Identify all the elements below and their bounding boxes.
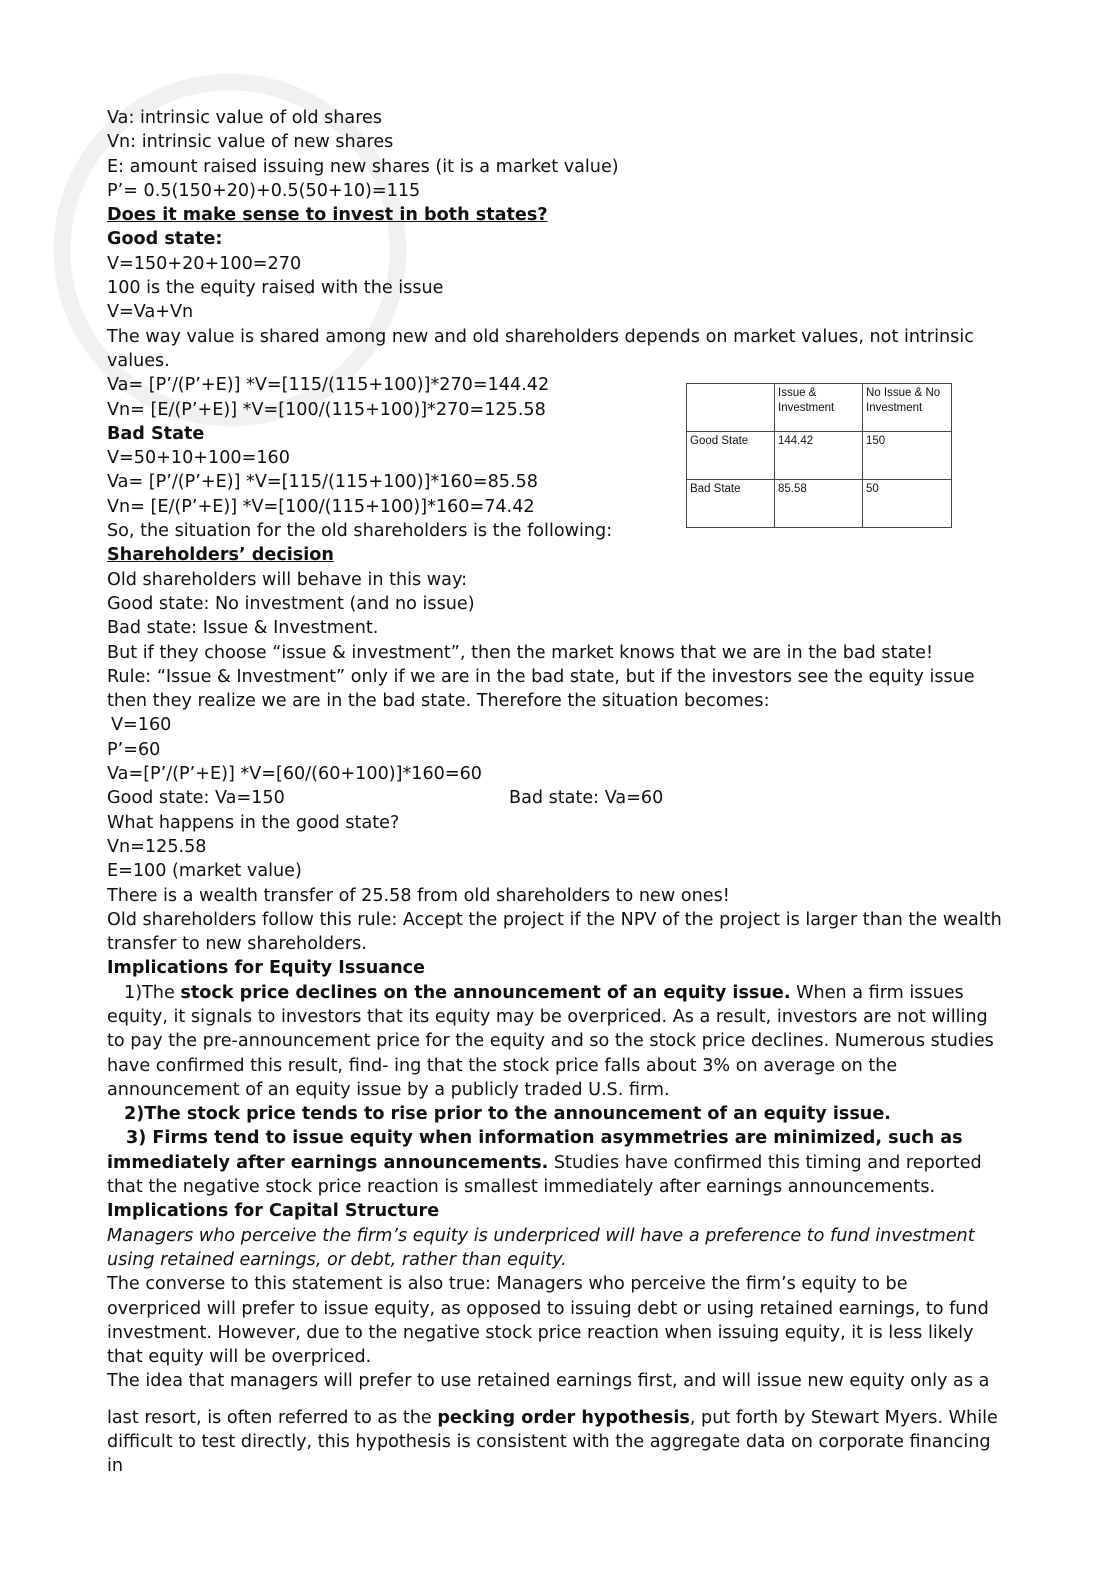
text-market-knows: But if they choose “issue & investment”, then the market knows that we are in the bad state! [107, 642, 934, 663]
section-heading-shareholders-decision: Shareholders’ decision [107, 545, 334, 566]
implication-1-number: 1)The [124, 982, 181, 1003]
table-cell: 144.42 [775, 432, 863, 480]
row-state-values [107, 786, 1007, 810]
text-situation-old: So, the situation for the old shareholders is the following: [107, 521, 613, 542]
subheading-good-state: Good state: [107, 229, 223, 250]
formula-va-60: Va=[P’/(P’+E)] *V=[60/(60+100)]*160=60 [107, 764, 482, 785]
implication-1-text: When a firm issues equity, it signals to investors that its equity may be overpriced. As a result, investors are not willing to pay the pre-announcement price for the equity and so the stock price declines. Numerous studies have confirmed this result, find- ing that the stock price falls about 3% on average on the announcement of an equity issue by a publicly traded U.S. firm. [107, 982, 994, 1100]
text-old-behave: Old shareholders will behave in this way: [107, 569, 468, 590]
section-heading-capital-structure: Implications for Capital Structure [107, 1201, 440, 1222]
text-managers-underpriced: Managers who perceive the firm’s equity is underpriced will have a preference to fund investment using retained earnings, or debt, rather than equity. [107, 1225, 975, 1270]
formula-v-bad: V=50+10+100=160 [107, 448, 290, 469]
formula-va-good: Va= [P’/(P’+E)] *V=[115/(115+100)]*270=144.42 [107, 375, 550, 396]
text-bad-state-choice: Bad state: Issue & Investment. [107, 618, 379, 639]
text-pecking-order [107, 1406, 1007, 1479]
section-heading-invest-both: Does it make sense to invest in both states? [107, 205, 548, 226]
table-cell: 85.58 [775, 480, 863, 528]
text-bad-va: Bad state: Va=60 [509, 788, 664, 809]
implication-2: 2)The stock price tends to rise prior to the announcement of an equity issue. [124, 1104, 891, 1125]
text-good-state-choice: Good state: No investment (and no issue) [107, 593, 475, 614]
text-rule: Rule: “Issue & Investment” only if we are in the bad state, but if the investors see the equity issue then they realize we are in the bad state. Therefore the situation becomes: [107, 666, 975, 712]
text-converse: The converse to this statement is also true: Managers who perceive the firm’s equity to be overpriced will prefer to issue equity, as opposed to issuing debt or using retained earnings, to fund investment. However, due to the negative stock price reaction when issuing equity, it is less likely that equity will be overpriced. [107, 1274, 989, 1368]
formula-va-bad: Va= [P’/(P’+E)] *V=[115/(115+100)]*160=85.58 [107, 472, 538, 493]
formula-v-sum: V=Va+Vn [107, 302, 194, 323]
text-wealth-transfer: There is a wealth transfer of 25.58 from old shareholders to new ones! [107, 885, 730, 906]
formula-e-100: E=100 (market value) [107, 861, 302, 882]
definition-vn: Vn: intrinsic value of new shares [107, 132, 394, 153]
text-pecking-order-c: , put forth by Stewart Myers. While difficult to test directly, this hypothesis is consistent with the aggregate data on corporate financing in [107, 1407, 998, 1477]
table-header-row [687, 384, 952, 432]
formula-vn-good: Vn= [E/(P’+E)] *V=[100/(115+100)]*270=125.58 [107, 399, 546, 420]
table-header-cell [687, 384, 775, 432]
text-good-va: Good state: Va=150 [107, 788, 285, 809]
implication-1-bold: stock price declines on the announcement of an equity issue. [180, 982, 791, 1003]
implication-1 [107, 981, 1007, 1102]
table-cell: 50 [863, 480, 952, 528]
formula-p-60: P’=60 [107, 739, 161, 760]
pecking-order-term: pecking order hypothesis [437, 1407, 690, 1428]
subheading-bad-state: Bad State [107, 423, 205, 444]
table-cell: Bad State [687, 480, 775, 528]
formula-v-160: V=160 [111, 715, 172, 736]
table-header-cell: No Issue & No Investment [863, 384, 952, 432]
definition-va: Va: intrinsic value of old shares [107, 108, 383, 128]
text-equity-raised: 100 is the equity raised with the issue [107, 278, 444, 299]
definition-e: E: amount raised issuing new shares (it is a market value) [107, 156, 619, 177]
text-value-shared: The way value is shared among new and old shareholders depends on market values, not intrinsic values. [107, 326, 974, 371]
text-what-happens: What happens in the good state? [107, 812, 400, 833]
table-cell: 150 [863, 432, 952, 480]
table-row [687, 480, 952, 528]
formula-v-good: V=150+20+100=270 [107, 253, 302, 274]
formula-vn-bad: Vn= [E/(P’+E)] *V=[100/(115+100)]*160=74.42 [107, 496, 535, 517]
implication-3-bold: 3) Firms tend to issue equity when information asymmetries are minimized, such as immediately after earnings announcements. [107, 1128, 963, 1173]
text-idea-retained: The idea that managers will prefer to use retained earnings first, and will issue new equity only as a [107, 1371, 990, 1392]
table-cell: Good State [687, 432, 775, 480]
table-row [687, 432, 952, 480]
formula-p-prime: P’= 0.5(150+20)+0.5(50+10)=115 [107, 180, 421, 201]
table-header-cell: Issue & Investment [775, 384, 863, 432]
text-column [107, 106, 1007, 1479]
text-npv-rule: Old shareholders follow this rule: Accept the project if the NPV of the project is larger than the wealth transfer to new shareholders. [107, 909, 1002, 955]
payoff-table [686, 383, 952, 528]
implication-3-text: Studies have confirmed this timing and reported that the negative stock price reaction is smallest immediately after earnings announcements. [107, 1152, 982, 1198]
text-pecking-order-a: last resort, is often referred to as the [107, 1407, 438, 1428]
formula-vn-125: Vn=125.58 [107, 836, 207, 857]
section-heading-equity-issuance: Implications for Equity Issuance [107, 958, 425, 979]
implication-3 [107, 1126, 1007, 1199]
